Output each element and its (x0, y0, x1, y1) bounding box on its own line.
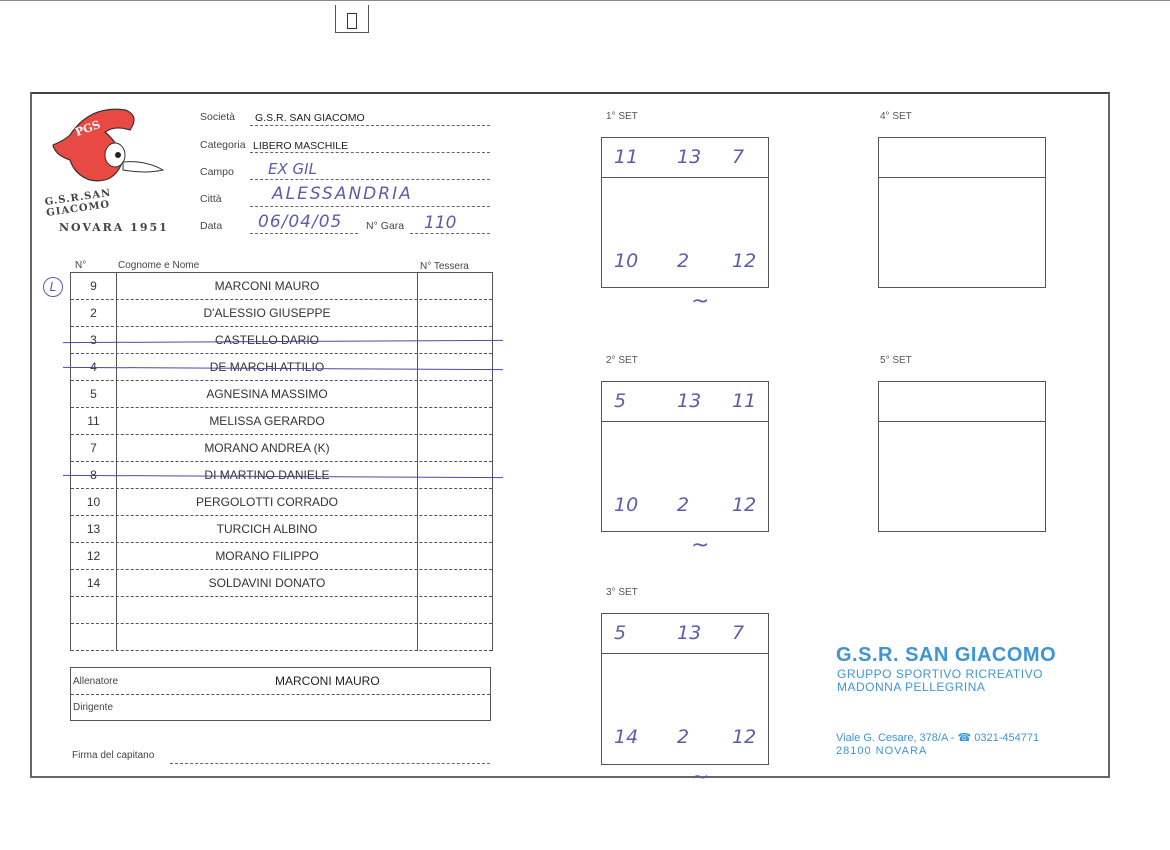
data-label: Data (200, 220, 223, 232)
address-separator: - (950, 732, 958, 744)
firma-line (170, 763, 490, 764)
player-name: CASTELLO DARIO (214, 333, 320, 347)
set-box (601, 613, 769, 765)
set-label: 2° SET (606, 355, 638, 366)
player-number: 14 (86, 576, 101, 590)
set-box (601, 381, 769, 532)
set-box-divider (602, 177, 768, 178)
table-row (71, 327, 492, 354)
rotation-front-number: 5 (614, 622, 627, 644)
rotation-front-number: 13 (677, 622, 702, 644)
allenatore-label: Allenatore (73, 676, 119, 687)
set-label: 3° SET (606, 587, 638, 598)
citta-value: ALESSANDRIA (272, 184, 413, 204)
player-name: MORANO ANDREA (K) (204, 441, 330, 455)
set-box-divider (879, 421, 1045, 422)
table-row (71, 624, 492, 651)
rotation-front-number: 13 (677, 390, 702, 412)
table-row (71, 597, 492, 624)
rotation-front-number: 5 (614, 390, 627, 412)
gara-line (410, 233, 490, 234)
set-box-divider (602, 653, 768, 654)
rotation-front-number: 13 (677, 146, 702, 168)
data-value: 06/04/05 (258, 212, 343, 232)
player-name: MELISSA GERARDO (209, 414, 325, 428)
logo-arc-text: G.S.R.SAN GIACOMO (44, 187, 112, 219)
club-logo (45, 100, 175, 240)
club-address-text: Viale G. Cesare, 378/A (836, 732, 948, 744)
player-number: 3 (90, 333, 97, 347)
set-box (878, 381, 1046, 532)
table-row (71, 462, 492, 489)
rotation-back-number: 12 (732, 494, 757, 516)
roster-header-tessera: N° Tessera (420, 261, 469, 272)
handwritten-squiggle: ~ (691, 533, 710, 558)
set-label: 4° SET (880, 111, 912, 122)
categoria-line (250, 152, 490, 153)
rotation-back-number: 2 (677, 250, 690, 272)
set-label: 1° SET (606, 111, 638, 122)
player-number: 10 (86, 495, 101, 509)
table-row (71, 408, 492, 435)
club-sub1: GRUPPO SPORTIVO RICREATIVO (837, 667, 1043, 681)
firma-label: Firma del capitano (72, 750, 155, 761)
set-box (601, 137, 769, 288)
roster-header-name: Cognome e Nome (118, 260, 200, 271)
player-name: DI MARTINO DANIELE (204, 468, 330, 482)
roster-table (70, 272, 493, 651)
rotation-front-number: 7 (732, 622, 745, 644)
data-line (250, 233, 358, 234)
roster-header-num: N° (75, 260, 87, 271)
campo-line (250, 179, 490, 180)
player-name: D'ALESSIO GIUSEPPE (203, 306, 331, 320)
player-number: 9 (90, 279, 97, 293)
gara-label: N° Gara (366, 220, 405, 232)
set-box (878, 137, 1046, 288)
table-row (71, 516, 492, 543)
logo-bottom-text: NOVARA 1951 (59, 221, 169, 234)
set-box-divider (879, 177, 1045, 178)
phone-icon: ☎ (957, 732, 972, 744)
rotation-front-number: 7 (732, 146, 745, 168)
logo-top-text: PGS (73, 118, 103, 139)
societa-value: G.S.R. SAN GIACOMO (255, 112, 365, 124)
campo-value: EX GIL (268, 160, 317, 178)
rotation-back-number: 12 (732, 250, 757, 272)
player-number: 4 (90, 360, 97, 374)
club-address (836, 732, 1039, 745)
table-row (71, 435, 492, 462)
player-number: 2 (90, 306, 97, 320)
handwritten-squiggle: ~ (691, 765, 710, 790)
player-number: 8 (90, 468, 97, 482)
dirigente-label: Dirigente (73, 702, 114, 713)
player-number: 11 (87, 414, 100, 428)
club-city: 28100 NOVARA (836, 745, 928, 757)
scan-binder-mark (335, 5, 369, 33)
table-row (71, 570, 492, 597)
categoria-label: Categoria (200, 139, 246, 151)
societa-line (250, 125, 490, 126)
societa-label: Società (200, 111, 236, 123)
scan-top-line (0, 0, 1170, 1)
set-label: 5° SET (880, 355, 912, 366)
rotation-back-number: 10 (614, 494, 639, 516)
player-name: DE MARCHI ATTILIO (209, 360, 325, 374)
table-row (71, 381, 492, 408)
player-number: 7 (90, 441, 97, 455)
campo-label: Campo (200, 166, 234, 178)
player-number: 5 (90, 387, 97, 401)
table-row (71, 300, 492, 327)
player-name: MARCONI MAURO (214, 279, 320, 293)
club-sub2: MADONNA PELLEGRINA (837, 680, 986, 694)
rotation-back-number: 2 (677, 494, 690, 516)
rotation-back-number: 2 (677, 726, 690, 748)
player-name: TURCICH ALBINO (216, 522, 318, 536)
citta-label: Città (200, 193, 222, 205)
player-name: MORANO FILIPPO (215, 549, 319, 563)
allenatore-value: MARCONI MAURO (275, 674, 380, 688)
categoria-value: LIBERO MASCHILE (253, 140, 349, 152)
libero-mark-letter: L (49, 280, 57, 294)
rotation-front-number: 11 (732, 390, 757, 412)
citta-line (250, 206, 490, 207)
club-phone: 0321-454771 (974, 732, 1040, 744)
rotation-back-number: 12 (732, 726, 757, 748)
rotation-back-number: 10 (614, 250, 639, 272)
club-name: G.S.R. SAN GIACOMO (836, 644, 1057, 666)
rotation-back-number: 14 (614, 726, 639, 748)
table-row (71, 273, 492, 300)
player-name: SOLDAVINI DONATO (208, 576, 326, 590)
rotation-front-number: 11 (614, 146, 639, 168)
set-box-divider (602, 421, 768, 422)
player-name: AGNESINA MASSIMO (206, 387, 328, 401)
table-row (71, 489, 492, 516)
player-number: 13 (86, 522, 101, 536)
player-number: 12 (86, 549, 101, 563)
handwritten-squiggle: ~ (691, 289, 710, 314)
woodpecker-icon (45, 100, 175, 240)
libero-mark (43, 277, 63, 297)
table-row (71, 543, 492, 570)
table-row (71, 354, 492, 381)
staff-divider (71, 694, 490, 695)
gara-value: 110 (424, 213, 457, 233)
player-name: PERGOLOTTI CORRADO (195, 495, 338, 509)
